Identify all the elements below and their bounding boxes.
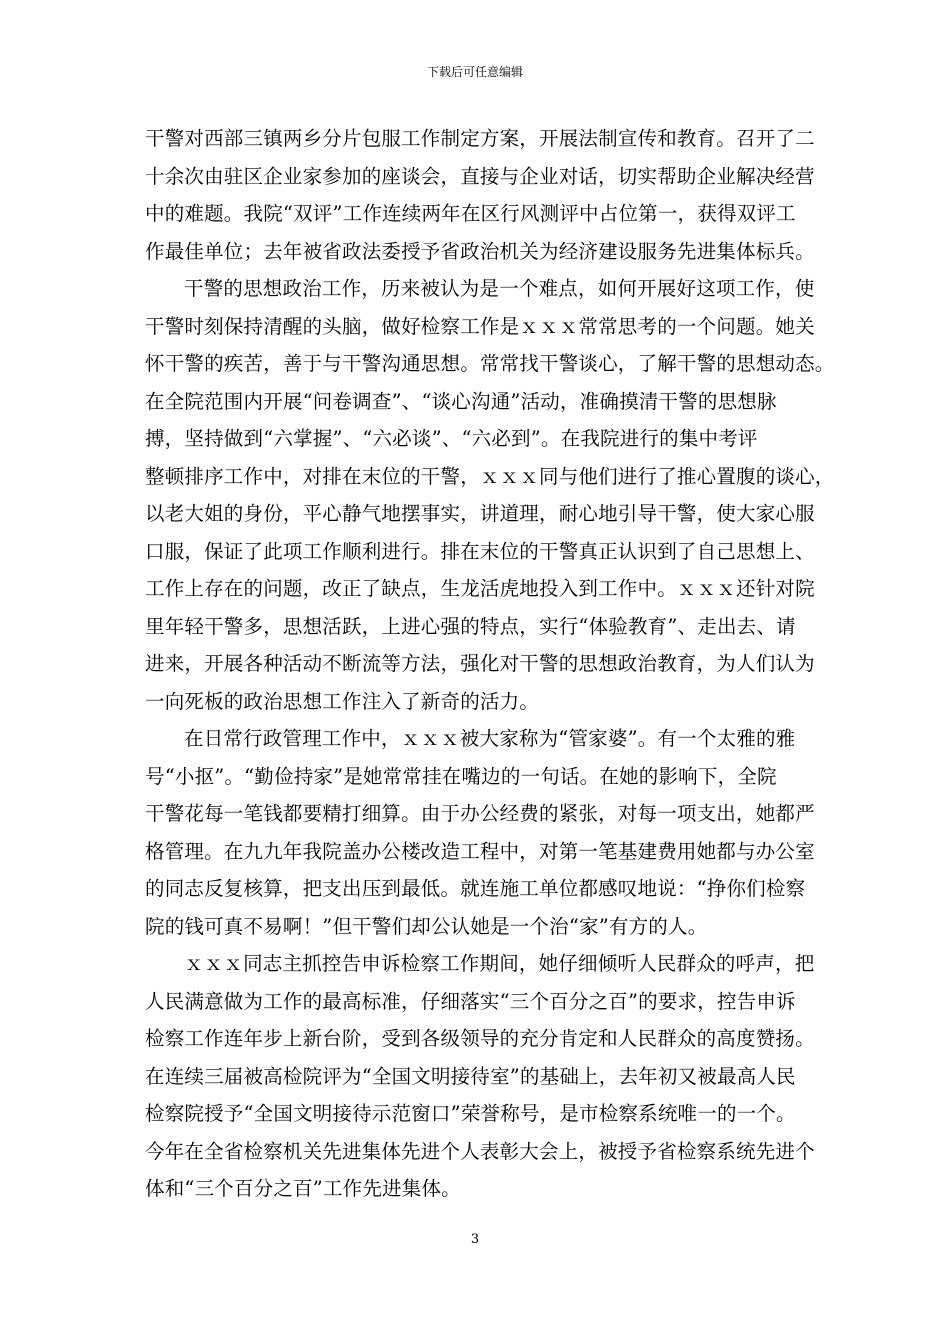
text-line: 干警的思想政治工作，历来被认为是一个难点，如何开展好这项工作，使 <box>184 277 815 300</box>
text-line: ｘｘｘ同志主抓控告申诉检察工作期间，她仔细倾听人民群众的呼声，把 <box>184 952 815 975</box>
text-line: 检察工作连年步上新台阶，受到各级领导的充分肯定和人民群众的高度赞扬。 <box>145 1027 815 1050</box>
text-line: 工作上存在的问题，改正了缺点，生龙活虎地投入到工作中。ｘｘｘ还针对院 <box>145 577 815 600</box>
text-line: 干警时刻保持清醒的头脑，做好检察工作是ｘｘｘ常常思考的一个问题。她关 <box>145 314 815 338</box>
text-line: 人民满意做为工作的最高标准，仔细落实“三个百分之百”的要求，控告申诉 <box>145 989 796 1013</box>
paragraph-2 <box>145 270 835 720</box>
text-line: 检察院授予“全国文明接待示范窗口”荣誉称号，是市检察系统唯一的一个。 <box>145 1102 796 1125</box>
text-line: 以老大姐的身份，平心静气地摆事实，讲道理，耐心地引导干警，使大家心服 <box>145 502 815 525</box>
text-line: 一向死板的政治思想工作注入了新奇的活力。 <box>145 689 540 713</box>
paragraph-4 <box>145 945 815 1208</box>
text-line: 院的钱可真不易啊！”但干警们却公认她是一个治“家”有方的人。 <box>145 914 708 938</box>
text-line: 里年轻干警多，思想活跃，上进心强的特点，实行“体验教育”、走出去、请 <box>145 614 796 638</box>
page-number: 3 <box>470 1232 480 1247</box>
text-line: 口服，保证了此项工作顺利进行。排在末位的干警真正认识到了自己思想上、 <box>145 539 815 563</box>
text-line: 在日常行政管理工作中，ｘｘｘ被大家称为“管家婆”。有一个太雅的雅 <box>184 727 796 750</box>
text-line: 在全院范围内开展“问卷调查”、“谈心沟通”活动，准确摸清干警的思想脉 <box>145 389 777 413</box>
text-line: 怀干警的疾苦，善于与干警沟通思想。常常找干警谈心，了解干警的思想动态。 <box>145 352 835 375</box>
body-text <box>145 120 835 1208</box>
text-line: 十余次由驻区企业家参加的座谈会，直接与企业对话，切实帮助企业解决经营 <box>145 164 815 188</box>
text-line: 号“小抠”。“勤俭持家”是她常常挂在嘴边的一句话。在她的影响下，全院 <box>145 764 777 788</box>
text-line: 搏，坚持做到“六掌握”、“六必谈”、“六必到”。在我院进行的集中考评 <box>145 427 758 450</box>
text-line: 体和“三个百分之百”工作先进集体。 <box>145 1177 461 1200</box>
text-line: 在连续三届被高检院评为“全国文明接待室”的基础上，去年初又被最高人民 <box>145 1064 796 1088</box>
text-line: 干警对西部三镇两乡分片包服工作制定方案，开展法制宣传和教育。召开了二 <box>145 127 815 150</box>
text-line: 中的难题。我院“双评”工作连续两年在区行风测评中占位第一，获得双评工 <box>145 202 796 225</box>
paragraph-1 <box>145 120 815 270</box>
text-line: 作最佳单位；去年被省政法委授予省政治机关为经济建设服务先进集体标兵。 <box>145 239 815 263</box>
paragraph-3 <box>145 720 815 945</box>
text-line: 的同志反复核算，把支出压到最低。就连施工单位都感叹地说：“挣你们检察 <box>145 877 806 900</box>
text-line: 格管理。在九九年我院盖办公楼改造工程中，对第一笔基建费用她都与办公室 <box>145 839 815 863</box>
text-line: 进来，开展各种活动不断流等方法，强化对干警的思想政治教育，为人们认为 <box>145 652 815 675</box>
text-line: 干警花每一笔钱都要精打细算。由于办公经费的紧张，对每一项支出，她都严 <box>145 802 815 825</box>
page-header: 下载后可任意编辑 <box>426 65 523 79</box>
text-line: 今年在全省检察机关先进集体先进个人表彰大会上，被授予省检察系统先进个 <box>145 1139 815 1163</box>
text-line: 整顿排序工作中，对排在末位的干警，ｘｘｘ同与他们进行了推心置腹的谈心， <box>145 464 835 488</box>
